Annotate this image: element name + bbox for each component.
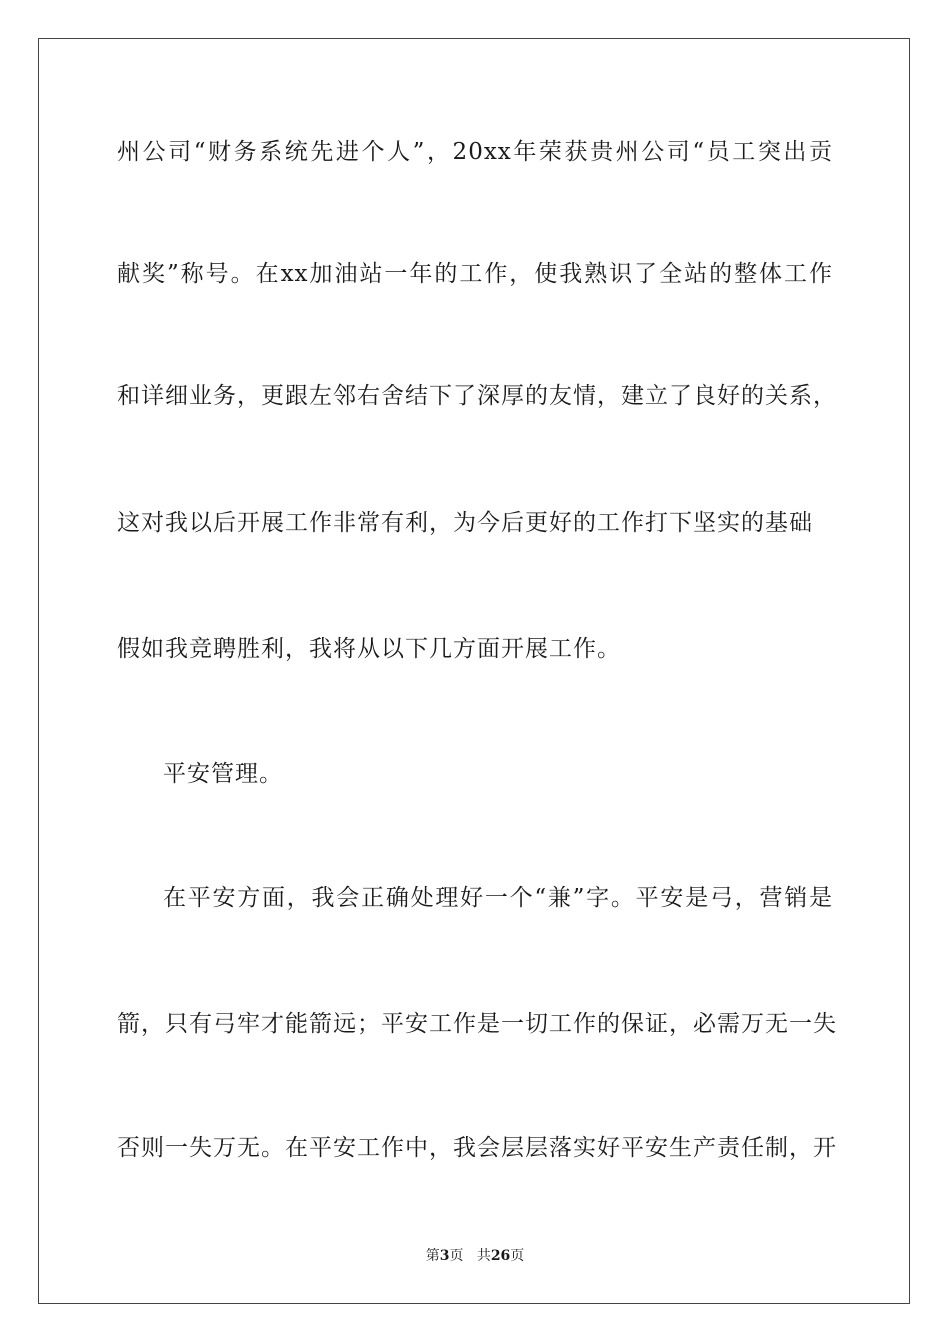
page-suffix: 页 — [449, 1248, 464, 1264]
page-prefix: 第 — [425, 1248, 440, 1264]
body-text-line: 这对我以后开展工作非常有利，为今后更好的工作打下坚实的基础 — [117, 510, 813, 536]
total-prefix: 共 — [476, 1248, 491, 1264]
body-text-line: 假如我竞聘胜利，我将从以下几方面开展工作。 — [117, 636, 621, 662]
page-border — [38, 38, 910, 1304]
body-text-line: 和详细业务，更跟左邻右舍结下了深厚的友情，建立了良好的关系， — [117, 383, 837, 409]
body-text-line: 否则一失万无。在平安工作中，我会层层落实好平安生产责任制，开 — [117, 1135, 837, 1161]
page-total: 26 — [490, 1248, 511, 1264]
body-text-line: 献奖”称号。在xx加油站一年的工作，使我熟识了全站的整体工作 — [117, 261, 833, 287]
page-footer — [0, 1247, 950, 1265]
body-text-line: 在平安方面，我会正确处理好一个“兼”字。平安是弓，营销是 — [163, 885, 833, 911]
page-current: 3 — [439, 1248, 450, 1264]
section-heading: 平安管理。 — [163, 761, 283, 787]
body-text-line: 州公司“财务系统先进个人”，20xx年荣获贵州公司“员工突出贡 — [117, 139, 833, 165]
body-text-line: 箭，只有弓牢才能箭远；平安工作是一切工作的保证，必需万无一失 — [117, 1011, 837, 1037]
total-suffix: 页 — [510, 1248, 525, 1264]
